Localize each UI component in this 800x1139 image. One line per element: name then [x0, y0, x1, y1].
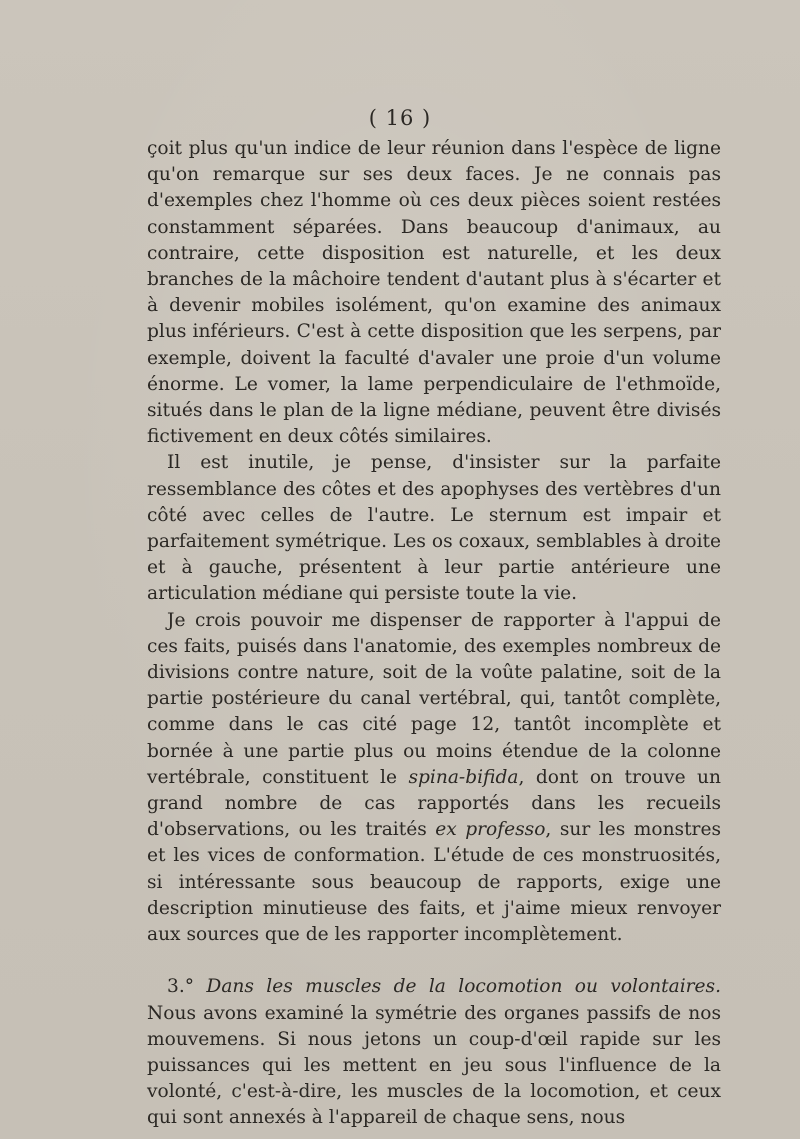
- paragraph-2: Il est inutile, je pense, d'insister sur la parfaite ressemblance des côtes et des apophyses des vertèbres d'un côté avec celles de l'autre. Le sternum est impair et parfaitement symétrique. Les os coxaux, semblables à droite et à gauche, présentent à leur partie antérieure une articulation médiane qui persiste toute la vie.: [147, 452, 721, 605]
- paragraph-3-part-a: Je crois pouvoir me dispenser de rapporter à l'appui de ces faits, puisés dans l'anatomie, des exemples nombreux de divisions contre nature, soit de la voûte palatine, soit de la partie postérieure du canal vertébral, qui, tantôt complète, comme dans le cas cité page 12, tantôt incomplète et bornée à une partie plus ou moins étendue de la colonne vertébrale, constituent le: [147, 609, 721, 788]
- paragraph-1: çoit plus qu'un indice de leur réunion dans l'espèce de ligne qu'on remarque sur ses deux faces. Je ne connais pas d'exemples chez l'homme où ces deux pièces soient restées constamment séparées. Dans beaucoup d'animaux, au contraire, cette disposition est naturelle, et les deux branches de la mâchoire tendent d'autant plus à s'écarter et à devenir mobiles isolément, qu'on examine des animaux plus inférieurs. C'est à cette disposition que les serpens, par exemple, doivent la faculté d'avaler une proie d'un volume énorme. Le vomer, la lame perpendiculaire de l'ethmoïde, situés dans le plan de la ligne médiane, peuvent être divisés fictivement en deux côtés similaires.: [147, 138, 721, 448]
- page-number: ( 16 ): [368, 106, 432, 130]
- paragraph-3-part-b: , dont on trouve un grand nombre de cas rapportés dans les recueils d'observations, ou les traités: [147, 766, 722, 841]
- body-text: [147, 136, 721, 1132]
- term-spina-bifida: spina-bifida: [408, 766, 519, 788]
- term-ex-professo: ex professo: [435, 819, 546, 841]
- paragraph-3-part-c: , sur les monstres et les vices de conformation. L'étude de ces monstruosités, si intéressante sous beaucoup de rapports, exige une description minutieuse des faits, et j'aime mieux renvoyer aux sources que de les rapporter incomplètement.: [147, 819, 721, 946]
- section-3-paragraph: [147, 974, 721, 1131]
- section-text: Nous avons examiné la symétrie des organes passifs de nos mouvemens. Si nous jetons un coup-d'œil rapide sur les puissances qui les mettent en jeu sous l'influence de la volonté, c'est-à-dire, les muscles de la locomotion, et ceux qui sont annexés à l'appareil de chaque sens, nous: [147, 1002, 721, 1129]
- paragraph-3: [147, 608, 721, 949]
- section-number: 3.°: [167, 976, 207, 998]
- section-heading: Dans les muscles de la locomotion ou volontaires.: [206, 976, 721, 998]
